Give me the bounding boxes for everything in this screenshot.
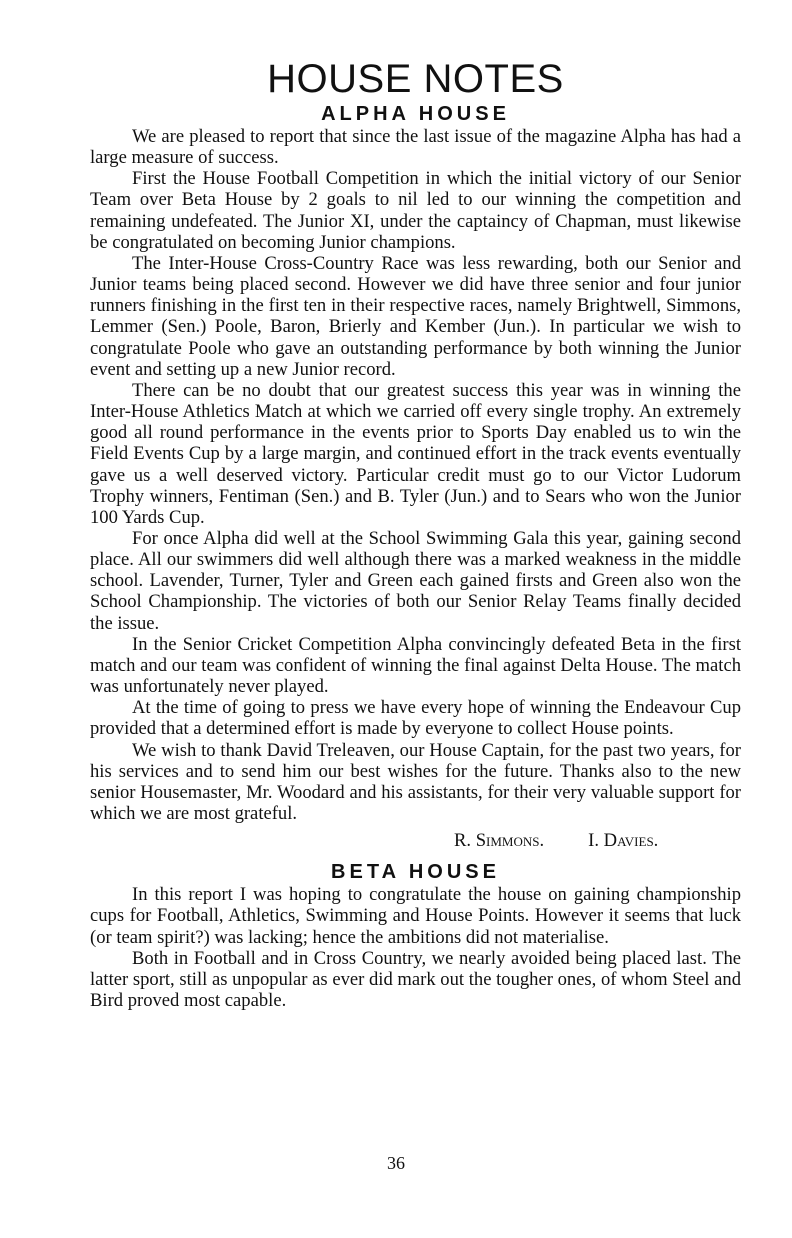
alpha-paragraph-7: At the time of going to press we have every hope of winning the Endeavour Cup provided that a determined effort is made by everyone to collect House points. (90, 697, 741, 740)
alpha-paragraph-1: We are pleased to report that since the last issue of the magazine Alpha has had a large measure of success. (90, 126, 741, 169)
alpha-paragraph-2: First the House Football Competition in which the initial victory of our Senior Team over Beta House by 2 goals to nil led to our winning the competition and remaining undefeated. The Junior XI, under the captaincy of Chapman, must likewise be congratulated on becoming Junior champions. (90, 168, 741, 253)
document-page (90, 58, 741, 1011)
alpha-paragraph-4: There can be no doubt that our greatest success this year was in winning the Inter-House Athletics Match at which we carried off every single trophy. An extremely good all round performance in the events prior to Sports Day enabled us to win the Field Events Cup by a large margin, and continued effort in the track events eventually gave us a well deserved victory. Particular credit must go to our Victor Ludorum Trophy winners, Fentiman (Sen.) and B. Tyler (Jun.) and to Sears who won the Junior 100 Yards Cup. (90, 379, 741, 528)
signature-davies: I. Davies. (588, 830, 659, 852)
page-title: HOUSE NOTES (267, 57, 564, 101)
beta-house-heading: BETA HOUSE (331, 861, 500, 884)
page-number: 36 (387, 1153, 405, 1173)
alpha-signatures (90, 830, 741, 851)
beta-paragraph-1: In this report I was hoping to congratulate the house on gaining championship cups for Football, Athletics, Swimming and House Points. However it seems that luck (or team spirit?) was lacking; hence the ambitions did not materialise. (90, 884, 741, 948)
alpha-paragraph-5: For once Alpha did well at the School Swimming Gala this year, gaining second place. All our swimmers did well although there was a marked weakness in the middle school. Lavender, Turner, Tyler and Green each gained firsts and Green also won the School Championship. The victories of both our Senior Relay Teams finally decided the issue. (90, 527, 741, 634)
signature-simmons: R. Simmons. (454, 830, 545, 852)
beta-paragraph-2: Both in Football and in Cross Country, we nearly avoided being placed last. The latter sport, still as unpopular as ever did mark out the tougher ones, of whom Steel and Bird proved most capable. (90, 947, 741, 1012)
alpha-paragraph-3: The Inter-House Cross-Country Race was less rewarding, both our Senior and Junior teams being placed second. However we did have three senior and four junior runners finishing in the first ten in their respective races, namely Brightwell, Simmons, Lemmer (Sen.) Poole, Baron, Brierly and Kember (Jun.). In particular we wish to congratulate Poole who gave an outstanding performance by both winning the Junior event and setting up a new Junior record. (90, 252, 741, 380)
alpha-paragraph-8: We wish to thank David Treleaven, our House Captain, for the past two years, for his services and to send him our best wishes for the future. Thanks also to the new senior Housemaster, Mr. Woodard and his assistants, for their very valuable support for which we are most grateful. (90, 739, 741, 824)
alpha-house-heading: ALPHA HOUSE (321, 103, 510, 125)
alpha-paragraph-6: In the Senior Cricket Competition Alpha convincingly defeated Beta in the first match and our team was confident of winning the final against Delta House. The match was unfortunately never played. (90, 633, 741, 698)
